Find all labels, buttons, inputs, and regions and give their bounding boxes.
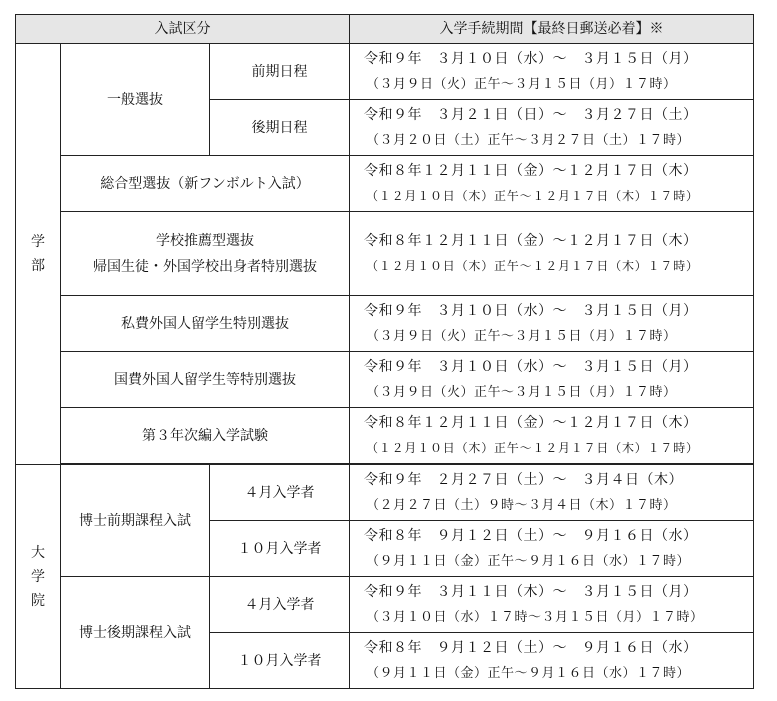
october-entry-label: １０月入学者 — [210, 633, 350, 689]
period-cell: 令和９年 ３月１０日（水）～ ３月１５日（月） （３月９日（火）正午～３月１５日（月）１７時） — [350, 352, 754, 408]
period-cell: 令和８年１２月１１日（金）～１２月１７日（木） （１２月１０日（木）正午～１２月１７日（木）１７時） — [350, 408, 754, 464]
header-row — [16, 15, 754, 44]
selection-label: 第３年次編入学試験 — [61, 408, 350, 464]
selection-label: 総合型選抜（新フンボルト入試） — [61, 156, 350, 212]
late-schedule-label: 後期日程 — [210, 100, 350, 156]
table-row — [16, 212, 754, 296]
grad-label: 大 学 院 — [16, 465, 61, 689]
selection-label: 学校推薦型選抜 帰国生徒・外国学校出身者特別選抜 — [61, 212, 350, 296]
table-row — [16, 156, 754, 212]
selection-label: 私費外国人留学生特別選抜 — [61, 296, 350, 352]
early-schedule-label: 前期日程 — [210, 44, 350, 100]
doctor-course-label: 博士後期課程入試 — [61, 577, 210, 689]
period-cell: 令和９年 ３月２１日（日）～ ３月２７日（土） （３月２０日（土）正午～３月２７日（土）１７時） — [350, 100, 754, 156]
april-entry-label: ４月入学者 — [210, 577, 350, 633]
table-row — [16, 352, 754, 408]
table-row — [16, 296, 754, 352]
period-cell: 令和８年１２月１１日（金）～１２月１７日（木） （１２月１０日（木）正午～１２月１７日（木）１７時） — [350, 212, 754, 296]
table-row — [16, 44, 754, 100]
period-cell: 令和９年 ３月１０日（水）～ ３月１５日（月） （３月９日（火）正午～３月１５日（月）１７時） — [350, 296, 754, 352]
master-course-label: 博士前期課程入試 — [61, 465, 210, 577]
header-category: 入試区分 — [16, 15, 350, 44]
period-cell: 令和８年１２月１１日（金）～１２月１７日（木） （１２月１０日（木）正午～１２月１７日（木）１７時） — [350, 156, 754, 212]
october-entry-label: １０月入学者 — [210, 521, 350, 577]
admission-procedure-table — [15, 14, 754, 689]
april-entry-label: ４月入学者 — [210, 465, 350, 521]
general-selection-label: 一般選抜 — [61, 44, 210, 156]
table-row — [16, 408, 754, 464]
period-cell: 令和９年 ３月１１日（木）～ ３月１５日（月） （３月１０日（水）１７時～３月１５日（月）１７時） — [350, 577, 754, 633]
selection-label: 国費外国人留学生等特別選抜 — [61, 352, 350, 408]
period-cell: 令和８年 ９月１２日（土）～ ９月１６日（水） （９月１１日（金）正午～９月１６日（水）１７時） — [350, 521, 754, 577]
table-row — [16, 577, 754, 633]
table-row — [16, 465, 754, 521]
period-cell: 令和９年 ３月１０日（水）～ ３月１５日（月） （３月９日（火）正午～３月１５日（月）１７時） — [350, 44, 754, 100]
header-period: 入学手続期間【最終日郵送必着】※ — [350, 15, 754, 44]
period-cell: 令和８年 ９月１２日（土）～ ９月１６日（水） （９月１１日（金）正午～９月１６日（水）１７時） — [350, 633, 754, 689]
period-cell: 令和９年 ２月２７日（土）～ ３月４日（木） （２月２７日（土）９時～３月４日（木）１７時） — [350, 465, 754, 521]
undergrad-label: 学 部 — [16, 44, 61, 465]
